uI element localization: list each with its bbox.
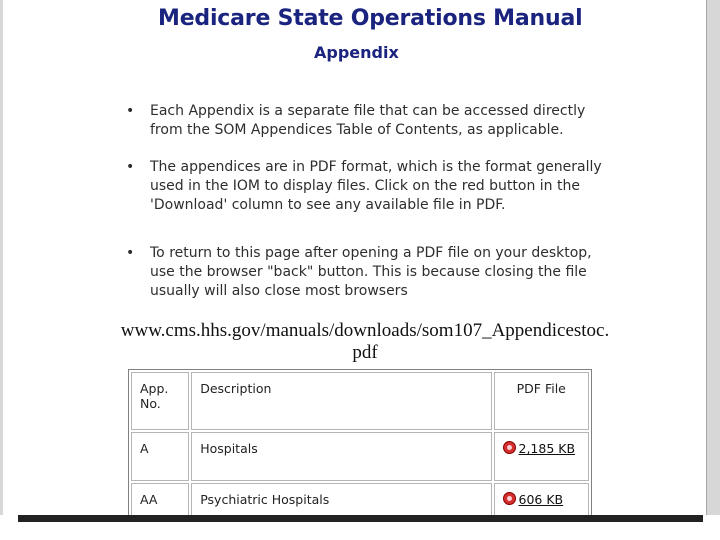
cell-app-no: A <box>131 432 189 481</box>
page-subtitle: Appendix <box>314 43 399 62</box>
cell-app-no: AA <box>131 483 189 521</box>
source-url-caption: www.cms.hhs.gov/manuals/downloads/som107_Appendicestoc.pdf <box>120 320 610 363</box>
header-pdf-file: PDF File <box>494 372 590 430</box>
table-row <box>131 432 589 481</box>
cell-description: Hospitals <box>191 432 491 481</box>
pdf-download-icon[interactable] <box>503 492 516 505</box>
list-item-text: The appendices are in PDF format, which is the format generally used in the IOM to display files. Click on the red button in the 'Download' column to see any available file in PDF. <box>150 159 602 213</box>
cell-description: Psychiatric Hospitals <box>191 483 491 521</box>
table-header-row <box>131 372 589 430</box>
bullet-icon: • <box>126 103 135 119</box>
bottom-divider-bar <box>18 515 703 522</box>
list-item <box>120 102 610 140</box>
list-item <box>120 244 610 300</box>
list-item-text: To return to this page after opening a PDF file on your desktop, use the browser "back" button. This is because closing the file usually will also close most browsers <box>150 245 592 299</box>
header-description: Description <box>191 372 491 430</box>
page-title: Medicare State Operations Manual <box>158 6 583 31</box>
pdf-file-link[interactable]: 606 KB <box>518 492 564 507</box>
cell-pdf-file <box>494 432 590 481</box>
pdf-file-link[interactable]: 2,185 KB <box>518 441 576 456</box>
header-app-no: App. No. <box>131 372 189 430</box>
appendix-table <box>128 369 592 521</box>
bullet-icon: • <box>126 159 135 175</box>
list-item-text: Each Appendix is a separate file that can be accessed directly from the SOM Appendices Table of Contents, as applicable. <box>150 103 586 138</box>
pdf-download-icon[interactable] <box>503 441 516 454</box>
list-item <box>120 158 610 215</box>
bullet-icon: • <box>126 245 135 261</box>
